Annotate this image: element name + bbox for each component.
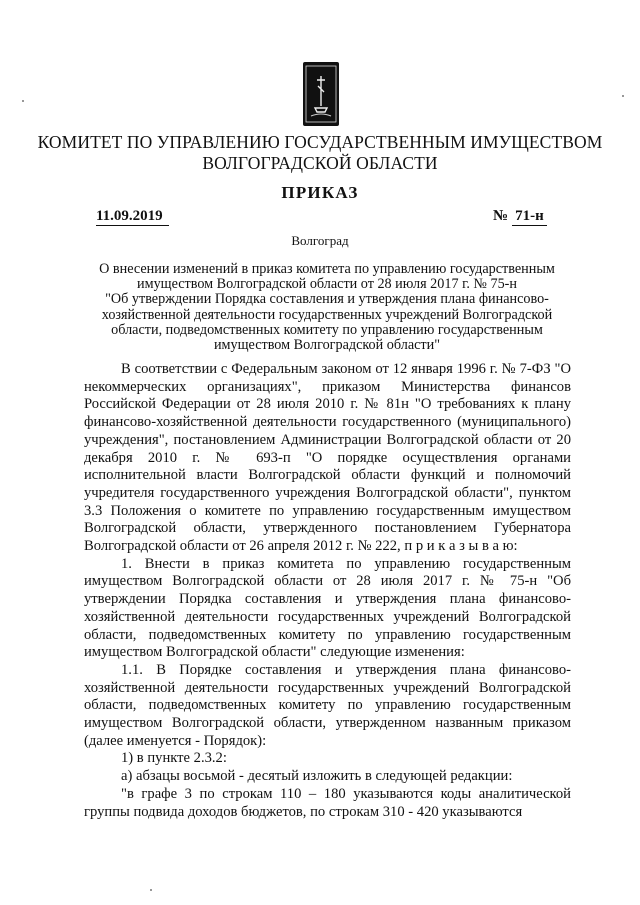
- subject-line: О внесении изменений в приказ комитета по управлению государственным: [99, 261, 555, 277]
- subject-line: области, подведомственных комитету по управлению государственным: [111, 321, 543, 338]
- coat-of-arms-emblem: [303, 62, 339, 126]
- organization-name: [0, 132, 640, 174]
- number-sign: №: [493, 208, 509, 224]
- city-name: Волгоград: [291, 233, 349, 248]
- document-type: ПРИКАЗ: [281, 183, 359, 202]
- document-subject: [82, 262, 572, 353]
- body-paragraph: "в графе 3 по строкам 110 – 180 указываются коды аналитической группы подвида доходов бюджетов, по строкам 310 - 420 указываются: [84, 785, 571, 820]
- document-body: [84, 361, 571, 821]
- scan-speck: [622, 95, 624, 97]
- subject-line: "Об утверждении Порядка составления и утверждения плана финансово-: [105, 291, 549, 308]
- organization-name-line1: КОМИТЕТ ПО УПРАВЛЕНИЮ ГОСУДАРСТВЕННЫМ ИМУЩЕСТВОМ: [37, 132, 603, 152]
- scan-speck: [150, 889, 152, 891]
- scan-speck: [22, 100, 24, 102]
- document-number: [493, 208, 547, 226]
- body-paragraph: 1. Внести в приказ комитета по управлению государственным имуществом Волгоградской области от 28 июля 2017 г. № 75-н "Об утверждении Порядка составления и утверждения плана финансово-хозяйственной деятельности государственных учреждений Волгоградской области, подведомственных комитету по управлению государственным имуществом Волгоградской области" следующие изменения:: [84, 555, 571, 661]
- body-paragraph: В соответствии с Федеральным законом от 12 января 1996 г. № 7-ФЗ "О некоммерческих организациях", приказом Министерства финансов Российской Федерации от 28 июля 2010 г. № 81н "О требованиях к плану финансово-хозяйственной деятельности государственного (муниципального) учреждения", постановлением Администрации Волгоградской области от 20 декабря 2010 г. № 693-п "О порядке осуществления органами исполнительной власти Волгоградской области функций и полномочий учредителя государственного учреждения Волгоградской области", пунктом 3.3 Положения о комитете по управлению государственным имуществом Волгоградской области, утвержденного постановлением Губернатора Волгоградской области от 26 апреля 2012 г. № 222, п р и к а з ы в а ю:: [84, 361, 571, 555]
- body-paragraph: 1) в пункте 2.3.2:: [121, 750, 227, 767]
- organization-name-line2: ВОЛГОГРАДСКОЙ ОБЛАСТИ: [202, 153, 438, 173]
- document-date: 11.09.2019: [96, 208, 169, 226]
- body-paragraph: а) абзацы восьмой - десятый изложить в следующей редакции:: [121, 768, 513, 785]
- subject-line: имуществом Волгоградской области от 28 июля 2017 г. № 75-н: [137, 276, 517, 293]
- number-value: 71-н: [512, 208, 547, 226]
- subject-line: имуществом Волгоградской области": [213, 337, 441, 354]
- body-paragraph: 1.1. В Порядке составления и утверждения плана финансово-хозяйственной деятельности государственных учреждений Волгоградской области, подведомственных комитету по управлению государственным имуществом Волгоградской области, утвержденном названным приказом (далее именуется - Порядок):: [84, 661, 571, 749]
- subject-line: хозяйственной деятельности государственных учреждений Волгоградской: [101, 306, 553, 323]
